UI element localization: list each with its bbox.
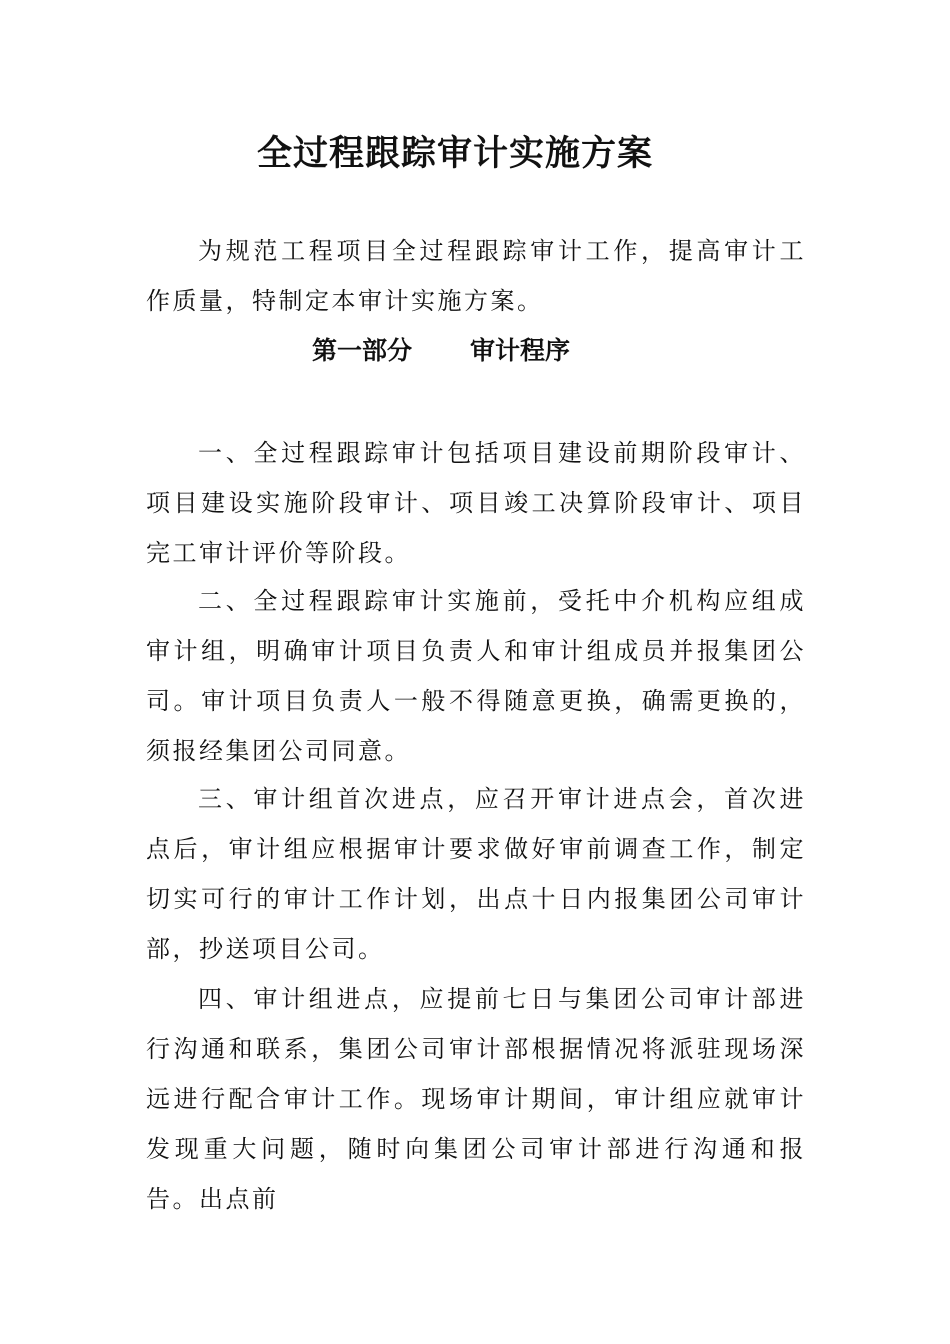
- body-paragraph-1: 一、全过程跟踪审计包括项目建设前期阶段审计、项目建设实施阶段审计、项目竣工决算阶段审计、项目完工审计评价等阶段。: [146, 439, 806, 567]
- document-title: 全过程跟踪审计实施方案: [256, 134, 653, 174]
- body-paragraph-2: 二、全过程跟踪审计实施前，受托中介机构应组成审计组，明确审计项目负责人和审计组成员并报集团公司。审计项目负责人一般不得随意更换，确需更换的，须报经集团公司同意。: [146, 587, 806, 765]
- body-paragraph-3: 三、审计组首次进点，应召开审计进点会，首次进点后，审计组应根据审计要求做好审前调查工作，制定切实可行的审计工作计划，出点十日内报集团公司审计部，抄送项目公司。: [146, 785, 806, 963]
- intro-paragraph: 为规范工程项目全过程跟踪审计工作，提高审计工作质量，特制定本审计实施方案。: [146, 237, 806, 315]
- section-name: 审计程序: [470, 336, 571, 365]
- section-heading: [312, 330, 570, 372]
- section-number: 第一部分: [312, 336, 413, 365]
- body-paragraph-4: 四、审计组进点，应提前七日与集团公司审计部进行沟通和联系，集团公司审计部根据情况将派驻现场深远进行配合审计工作。现场审计期间，审计组应就审计发现重大问题，随时向集团公司审计部进行沟通和报告。出点前: [146, 985, 806, 1213]
